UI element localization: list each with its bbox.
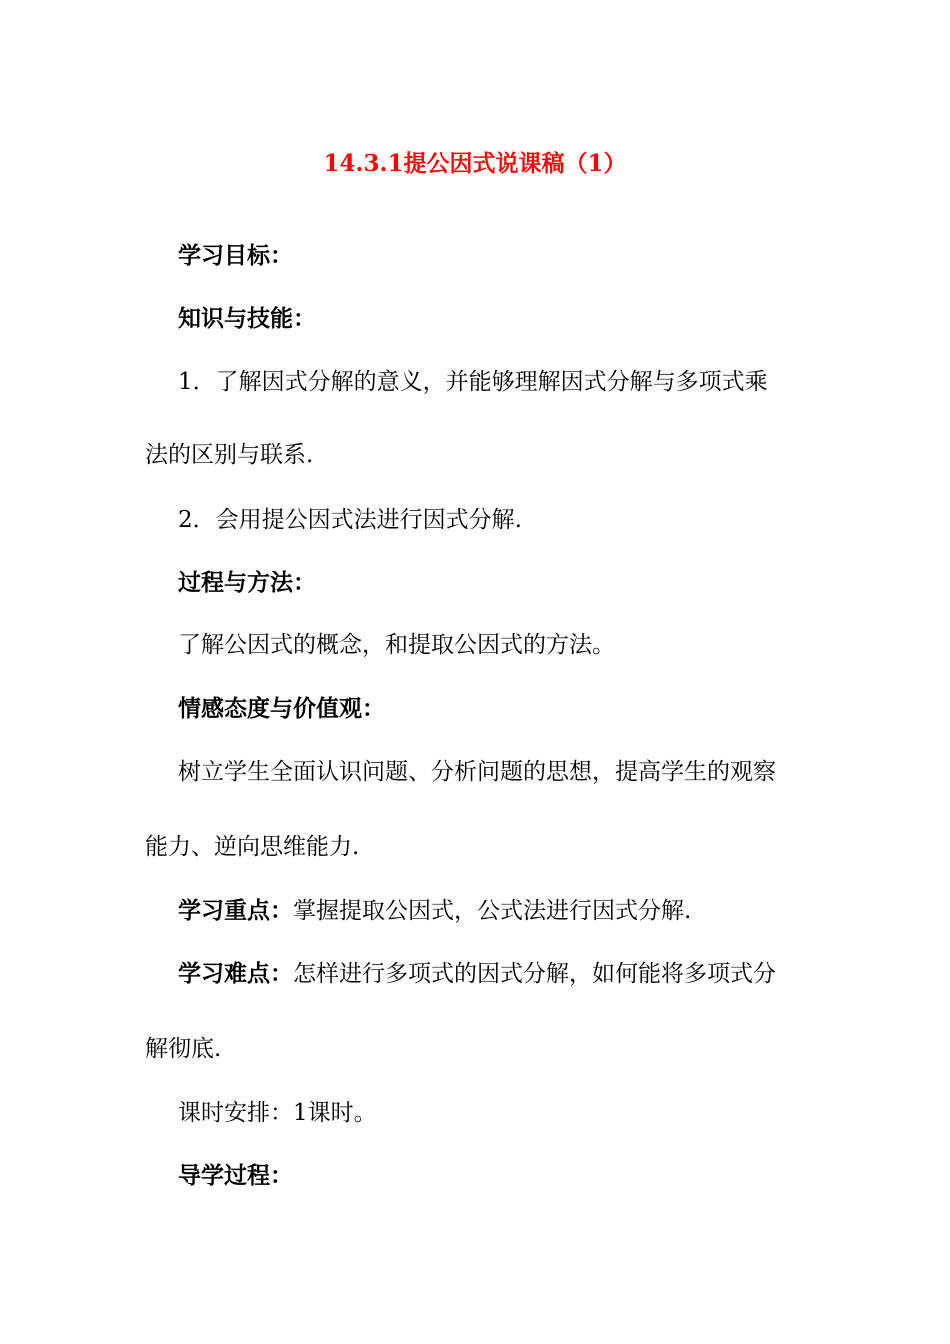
item2: 2．会用提公因式法进行因式分解. — [178, 507, 522, 533]
process-text: 了解公因式的概念，和提取公因式的方法。 — [178, 632, 615, 658]
objectives-heading: 学习目标： — [178, 242, 293, 269]
schedule-text: 课时安排：1课时。 — [178, 1100, 377, 1126]
attitude-line2: 能力、逆向思维能力. — [145, 834, 360, 860]
knowledge-heading: 知识与技能： — [178, 305, 316, 332]
difficulty-paragraph — [178, 959, 776, 989]
item1-line2: 法的区别与联系. — [145, 442, 314, 468]
difficulty-line2: 解彻底. — [145, 1036, 222, 1062]
document-title: 14.3.1提公因式说课稿（1） — [323, 150, 627, 177]
guide-heading: 导学过程： — [178, 1162, 293, 1189]
attitude-heading: 情感态度与价值观： — [178, 695, 385, 722]
difficulty-label: 学习难点： — [178, 960, 293, 987]
item1-line1: 1．了解因式分解的意义，并能够理解因式分解与多项式乘 — [178, 369, 768, 395]
process-heading: 过程与方法： — [178, 569, 316, 596]
key-point-text: 掌握提取公因式，公式法进行因式分解. — [293, 898, 692, 924]
key-point-paragraph — [178, 896, 691, 926]
key-point-label: 学习重点： — [178, 897, 293, 924]
difficulty-text: 怎样进行多项式的因式分解，如何能将多项式分 — [293, 961, 776, 987]
attitude-line1: 树立学生全面认识问题、分析问题的思想，提高学生的观察 — [178, 759, 776, 785]
